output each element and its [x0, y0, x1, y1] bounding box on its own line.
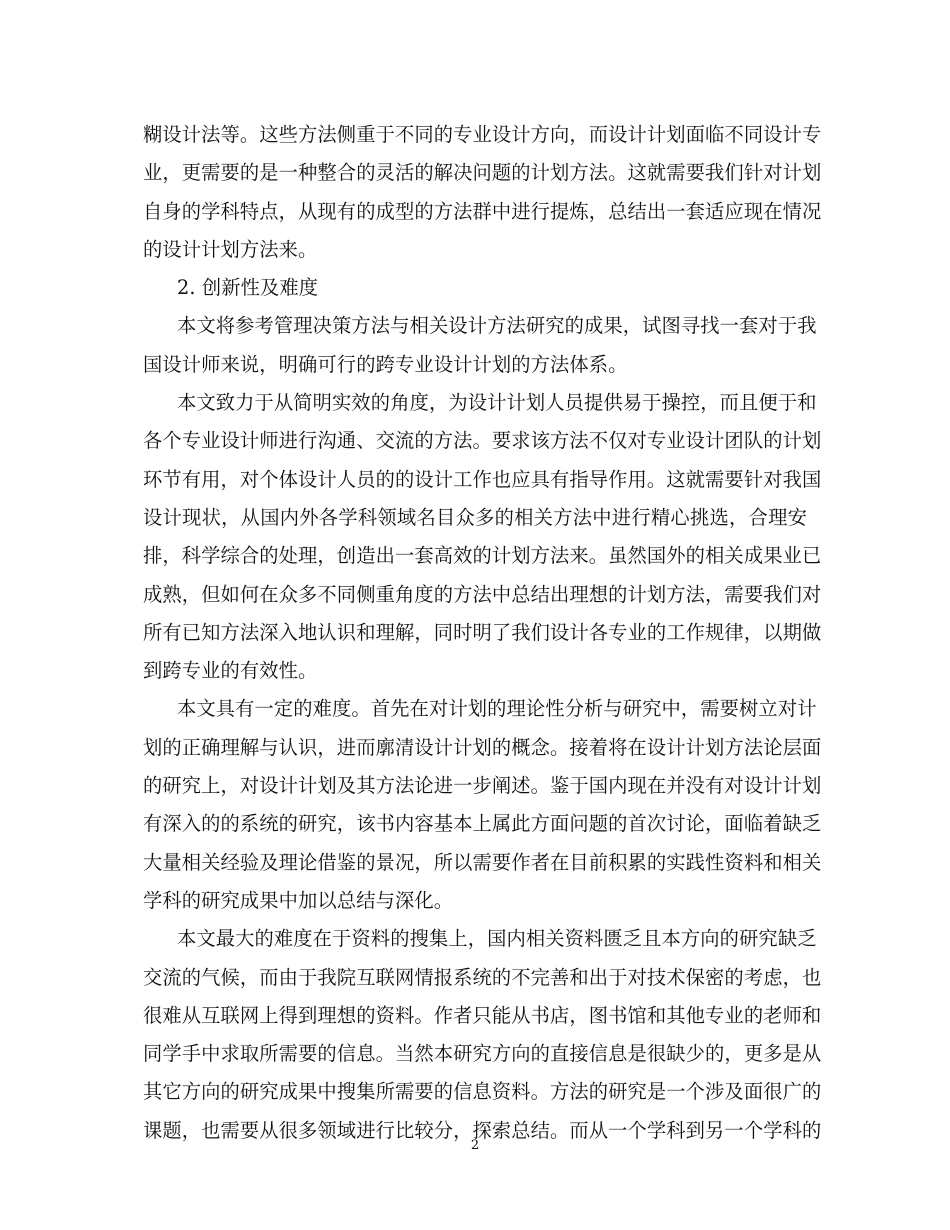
text-line: 各个专业设计师进行沟通、交流的方法。要求该方法不仅对专业设计团队的计划	[143, 429, 822, 453]
text-line: 同学手中求取所需要的信息。当然本研究方向的直接信息是很缺少的，更多是从	[143, 1042, 822, 1066]
text-line: 设计现状，从国内外各学科领域名目众多的相关方法中进行精心挑选，合理安	[143, 505, 807, 529]
text-line: 其它方向的研究成果中搜集所需要的信息资料。方法的研究是一个涉及面很广的	[143, 1080, 822, 1104]
text-line: 很难从互联网上得到理想的资料。作者只能从书店，图书馆和其他专业的老师和	[143, 1003, 822, 1027]
text-line: 本文致力于从简明实效的角度，为设计计划人员提供易于操控，而且便于和	[177, 391, 817, 415]
text-line: 交流的气候，而由于我院互联网情报系统的不完善和出于对技术保密的考虑，也	[143, 965, 822, 989]
text-line: 自身的学科特点，从现有的成型的方法群中进行提炼，总结出一套适应现在情况	[143, 199, 822, 223]
body-text	[143, 116, 822, 1150]
text-line: 课题，也需要从很多领域进行比较分，探索总结。而从一个学科到另一个学科的	[143, 1118, 822, 1142]
text-line: 本文将参考管理决策方法与相关设计方法研究的成果，试图寻找一套对于我	[177, 314, 817, 338]
text-line: 成熟，但如何在众多不同侧重角度的方法中总结出理想的计划方法，需要我们对	[143, 582, 822, 606]
text-line: 划的正确理解与认识，进而廓清设计计划的概念。接着将在设计计划方法论层面	[143, 735, 822, 759]
text-line: 业，更需要的是一种整合的灵活的解决问题的计划方法。这就需要我们针对计划	[143, 161, 822, 185]
text-line: 学科的研究成果中加以总结与深化。	[143, 888, 454, 912]
text-line: 糊设计法等。这些方法侧重于不同的专业设计方向，而设计计划面临不同设计专	[143, 123, 822, 146]
text-line: 本文最大的难度在于资料的搜集上，国内相关资料匮乏且本方向的研究缺乏	[177, 927, 817, 951]
section-heading: 2. 创新性及难度	[177, 276, 319, 300]
text-line: 的设计计划方法来。	[143, 237, 318, 261]
text-line: 所有已知方法深入地认识和理解，同时明了我们设计各专业的工作规律，以期做	[143, 620, 822, 644]
text-line: 大量相关经验及理论借鉴的景况，所以需要作者在目前积累的实践性资料和相关	[143, 850, 822, 874]
text-line: 有深入的的系统的研究，该书内容基本上属此方面问题的首次讨论，面临着缺乏	[143, 812, 822, 836]
text-line: 国设计师来说，明确可行的跨专业设计计划的方法体系。	[143, 352, 628, 376]
text-line: 排，科学综合的处理，创造出一套高效的计划方法来。虽然国外的相关成果业已	[143, 544, 822, 568]
text-line: 本文具有一定的难度。首先在对计划的理论性分析与研究中，需要树立对计	[177, 697, 817, 721]
text-line: 到跨专业的有效性。	[143, 659, 318, 683]
page-number: 2	[470, 1138, 480, 1153]
text-line: 环节有用，对个体设计人员的的设计工作也应具有指导作用。这就需要针对我国	[143, 467, 822, 491]
text-line: 的研究上，对设计计划及其方法论进一步阐述。鉴于国内现在并没有对设计计划	[143, 774, 822, 798]
